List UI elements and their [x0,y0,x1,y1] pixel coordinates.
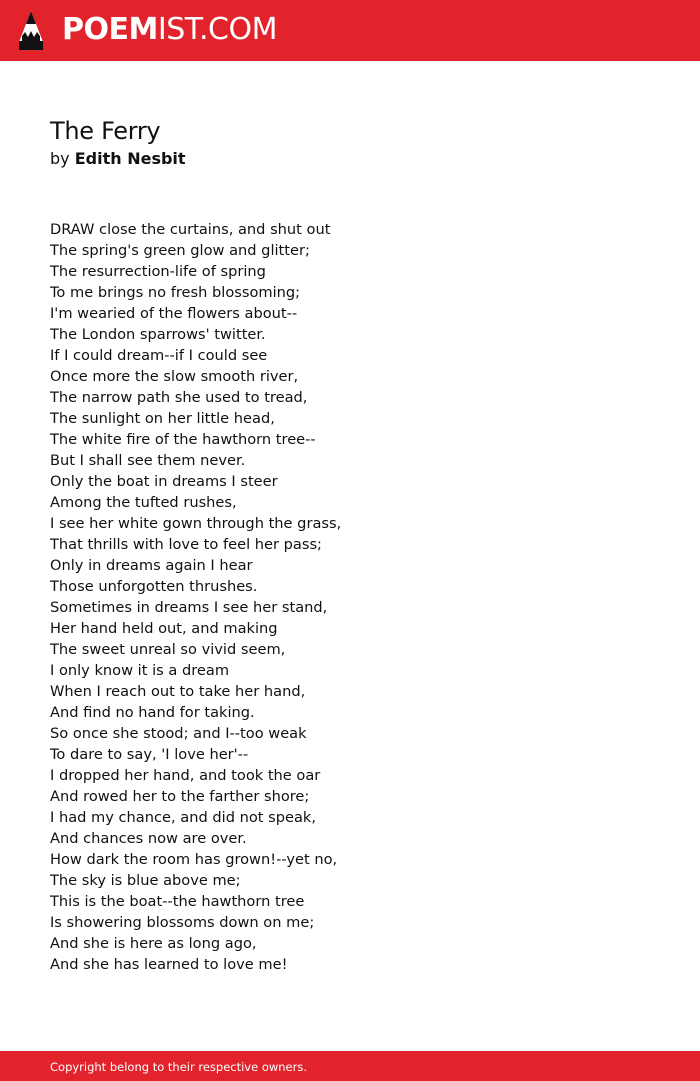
poem-line: Once more the slow smooth river, [50,368,299,385]
poem-line: So once she stood; and I--too weak [50,725,307,742]
poem-line: Is showering blossoms down on me; [50,914,315,931]
author-name: Edith Nesbit [74,149,186,168]
poem-line: To me brings no fresh blossoming; [50,284,301,301]
poem-line: Only the boat in dreams I steer [50,473,278,490]
poem-line: I see her white gown through the grass, [50,515,342,532]
poem-line: Those unforgotten thrushes. [50,578,258,595]
poem-line: If I could dream--if I could see [50,347,268,364]
poem-line: How dark the room has grown!--yet no, [50,851,338,868]
by-label: by [50,149,70,168]
poem-line: DRAW close the curtains, and shut out [50,221,331,238]
poem-line: I only know it is a dream [50,662,230,679]
poem-line: To dare to say, 'I love her'-- [50,746,249,763]
poem-line: The London sparrows' twitter. [50,326,266,343]
poem-line: And rowed her to the farther shore; [50,788,310,805]
poem-line: This is the boat--the hawthorn tree [50,893,305,910]
poem-line: And find no hand for taking. [50,704,255,721]
poem-line: But I shall see them never. [50,452,246,469]
poem-line: And she has learned to love me! [50,956,288,973]
pencil-tip-icon[interactable] [18,10,44,51]
site-name-light: IST.COM [157,12,277,47]
poem-line: And she is here as long ago, [50,935,257,952]
poem-line: The sky is blue above me; [50,872,241,889]
poem-line: The sweet unreal so vivid seem, [50,641,286,658]
poem-line: That thrills with love to feel her pass; [50,536,322,553]
poem-line: I had my chance, and did not speak, [50,809,317,826]
poem-line: The resurrection-life of spring [50,263,266,280]
copyright-text: Copyright belong to their respective owners. [50,1060,308,1074]
poem-line: Her hand held out, and making [50,620,278,637]
poem-line: Sometimes in dreams I see her stand, [50,599,328,616]
poem-line: Only in dreams again I hear [50,557,253,574]
poem-line: The spring's green glow and glitter; [50,242,310,259]
poem-title: The Ferry [50,117,161,145]
poem-line: Among the tufted rushes, [50,494,237,511]
poem-line: When I reach out to take her hand, [50,683,306,700]
site-footer [0,1051,700,1081]
site-header [0,0,700,61]
poem-line: I dropped her hand, and took the oar [50,767,321,784]
poem-line: The sunlight on her little head, [50,410,275,427]
poem-line: And chances now are over. [50,830,247,847]
site-name-bold: POEM [62,12,158,47]
poem-body [50,219,341,975]
poem-line: The narrow path she used to tread, [50,389,308,406]
site-logo[interactable] [62,11,277,49]
poem-line: I'm wearied of the flowers about-- [50,305,298,322]
byline [50,148,186,170]
poem-line: The white fire of the hawthorn tree-- [50,431,316,448]
